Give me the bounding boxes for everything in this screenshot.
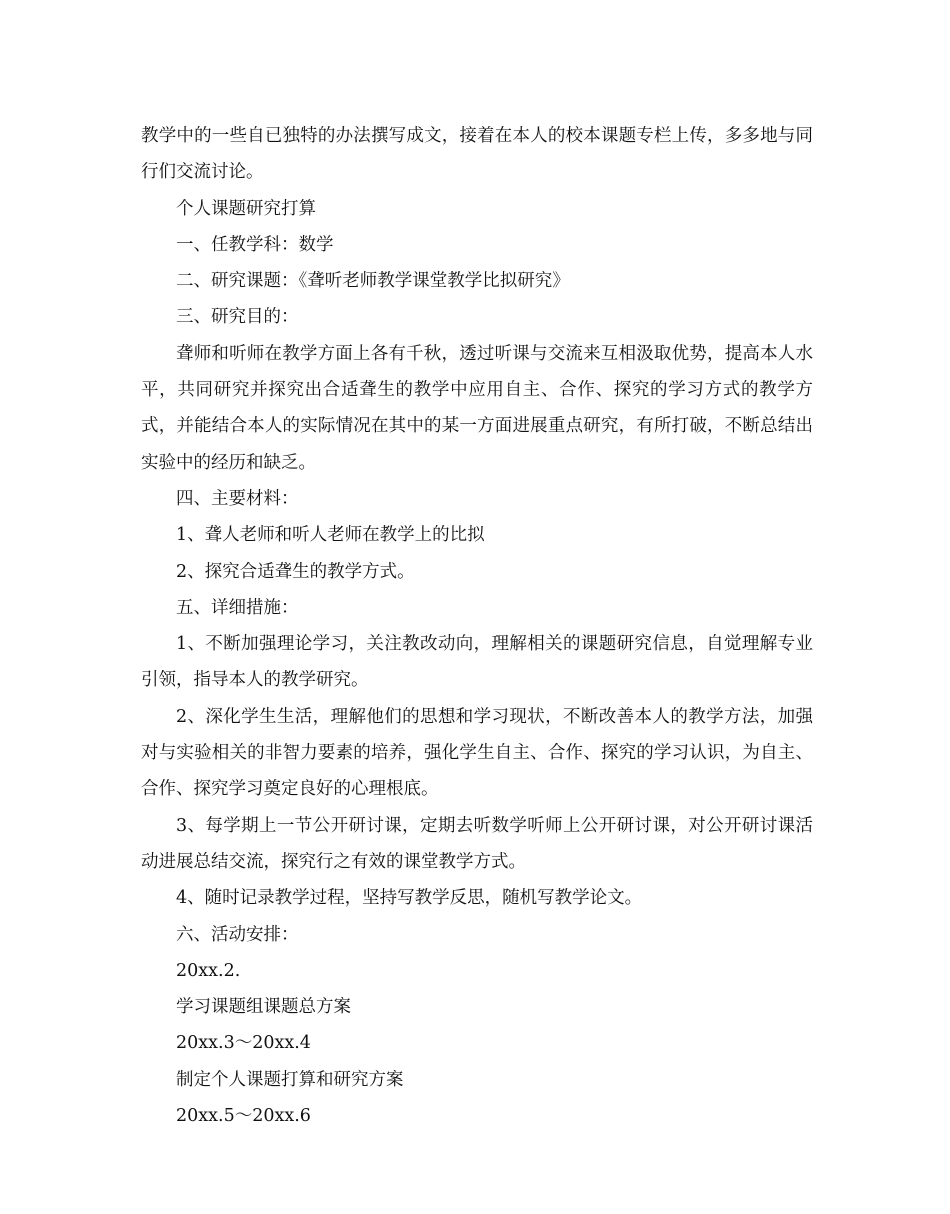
paragraph-research-purpose: 聋师和听师在教学方面上各有千秋，透过听课与交流来互相汲取优势，提高本人水平，共同研究并探究出合适聋生的教学中应用自主、合作、探究的学习方式的教学方式，并能结合本人的实际情况在其中的某一方面进展重点研究，有所打破，不断总结出实验中的经历和缺乏。 [141, 343, 813, 473]
schedule-activity-1: 学习课题组课题总方案 [176, 997, 351, 1018]
schedule-activity-2: 制定个人课题打算和研究方案 [176, 1069, 404, 1090]
item-main-materials-heading: 四、主要材料： [176, 488, 299, 509]
paragraph-continuation: 教学中的一些自已独特的办法撰写成文，接着在本人的校本课题专栏上传，多多地与同行们交流讨论。 [141, 126, 813, 183]
item-schedule-heading: 六、活动安排： [176, 924, 299, 945]
list-item-measure-4: 4、随时记录教学过程，坚持写教学反思，随机写教学论文。 [176, 888, 643, 909]
section-heading-plan: 个人课题研究打算 [176, 198, 316, 219]
item-research-purpose-heading: 三、研究目的： [176, 307, 299, 328]
list-item-measure-3: 3、每学期上一节公开研讨课，定期去听数学听师上公开研讨课，对公开研讨课活动进展总结交流，探究行之有效的课堂教学方式。 [141, 815, 813, 872]
list-item-material-2: 2、探究合适聋生的教学方式。 [176, 561, 415, 582]
list-item-measure-2: 2、深化学生生活，理解他们的思想和学习现状，不断改善本人的教学方法，加强对与实验相关的非智力要素的培养，强化学生自主、合作、探究的学习认识，为自主、合作、探究学习奠定良好的心理根底。 [141, 706, 813, 800]
item-measures-heading: 五、详细措施： [176, 597, 299, 618]
document-body [141, 118, 813, 1134]
list-item-material-1: 1、聋人老师和听人老师在教学上的比拟 [176, 525, 485, 546]
list-item-measure-1: 1、不断加强理论学习，关注教改动向，理解相关的课题研究信息，自觉理解专业引领，指导本人的教学研究。 [141, 634, 813, 691]
item-research-topic: 二、研究课题：《聋听老师教学课堂教学比拟研究》 [176, 271, 570, 292]
item-subject: 一、任教学科：数学 [176, 234, 334, 255]
schedule-date-1: 20xx.2. [176, 960, 241, 981]
schedule-date-3: 20xx.5～20xx.6 [176, 1106, 311, 1127]
schedule-date-2: 20xx.3～20xx.4 [176, 1033, 311, 1054]
